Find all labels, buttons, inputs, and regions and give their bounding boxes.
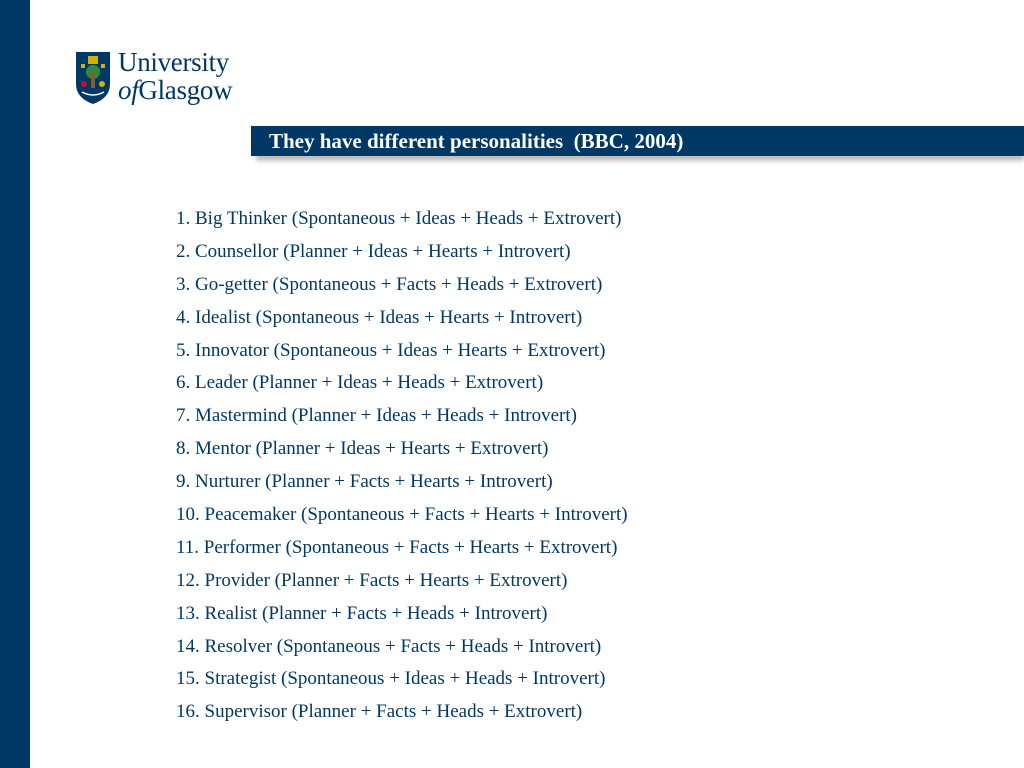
list-item: 10. Peacemaker (Spontaneous + Facts + Hearts + Introvert) [176, 504, 628, 526]
list-item: 9. Nurturer (Planner + Facts + Hearts + Introvert) [176, 471, 553, 493]
list-item: 1. Big Thinker (Spontaneous + Ideas + Heads + Extrovert) [176, 208, 622, 229]
personality-list [176, 203, 628, 729]
university-crest-icon [74, 50, 112, 106]
university-logo [74, 46, 254, 108]
university-wordmark [118, 46, 232, 104]
list-item: 3. Go-getter (Spontaneous + Facts + Heads + Extrovert) [176, 273, 603, 295]
list-item: 14. Resolver (Spontaneous + Facts + Heads + Introvert) [176, 635, 602, 657]
list-item: 5. Innovator (Spontaneous + Ideas + Hearts + Extrovert) [176, 339, 606, 361]
list-item: 15. Strategist (Spontaneous + Ideas + Heads + Introvert) [176, 668, 606, 690]
logo-glasgow-text: Glasgow [138, 75, 233, 105]
list-item: 13. Realist (Planner + Facts + Heads + Introvert) [176, 602, 548, 624]
list-item: 7. Mastermind (Planner + Ideas + Heads + Introvert) [176, 405, 577, 427]
list-item: 16. Supervisor (Planner + Facts + Heads + Extrovert) [176, 701, 583, 723]
left-accent-bar [0, 0, 30, 768]
slide-title: They have different personalities (BBC, 2004) [269, 129, 684, 153]
logo-university-text: University [118, 47, 229, 77]
list-item: 6. Leader (Planner + Ideas + Heads + Extrovert) [176, 372, 544, 394]
list-item: 11. Performer (Spontaneous + Facts + Hearts + Extrovert) [176, 536, 618, 558]
list-item: 8. Mentor (Planner + Ideas + Hearts + Extrovert) [176, 438, 549, 460]
logo-of-text: of [118, 75, 139, 105]
list-item: 12. Provider (Planner + Facts + Hearts + Extrovert) [176, 569, 568, 591]
list-item: 2. Counsellor (Planner + Ideas + Hearts + Introvert) [176, 240, 571, 262]
logo-glasgow-line [118, 77, 232, 104]
title-bar [251, 126, 1024, 156]
list-item: 4. Idealist (Spontaneous + Ideas + Hearts + Introvert) [176, 306, 583, 328]
